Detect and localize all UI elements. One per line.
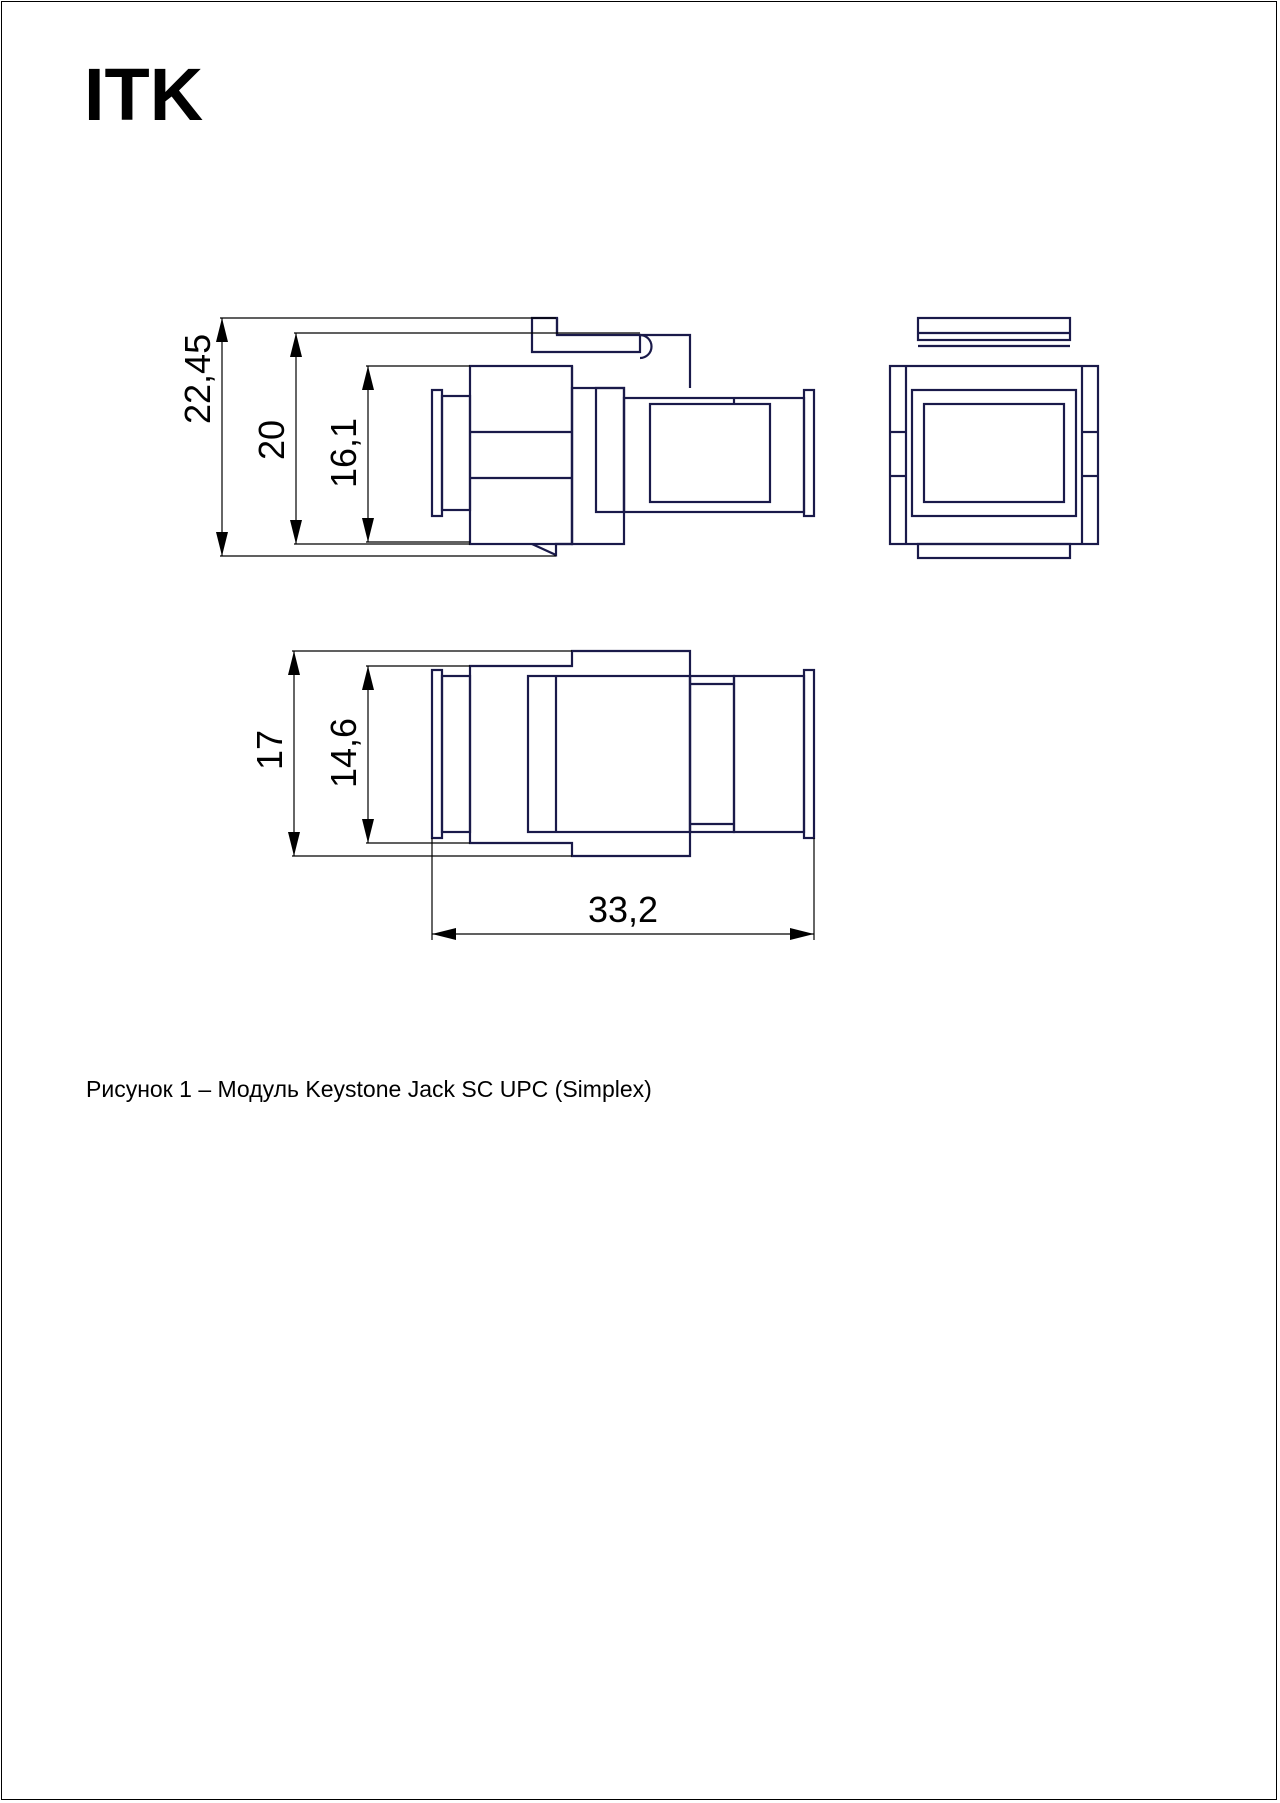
top-rear-neck [442,676,470,832]
top-inner-frame [528,676,690,832]
side-latch-hook [640,335,652,358]
top-view [249,651,814,940]
dim-arrow [362,666,374,690]
side-latch-back [640,335,690,388]
label-16-1: 16,1 [323,417,364,488]
side-body-foot [532,366,572,555]
side-sleeve-window [650,404,770,502]
label-33-2: 33,2 [588,889,659,930]
top-sleeve [734,676,804,832]
label-14-6: 14,6 [323,717,364,788]
dim-arrow [216,532,228,556]
dim-arrow [288,832,300,856]
dim-arrow [362,819,374,843]
side-rear-flange [432,390,442,516]
dim-arrow [790,928,814,940]
top-body [470,651,690,856]
dim-arrow [432,928,456,940]
front-port-window [924,404,1064,502]
side-front-flange [804,390,814,516]
label-17: 17 [249,729,290,770]
itk-logo: ITK [84,53,204,136]
side-view [177,318,814,556]
side-mid-block [572,388,624,544]
front-frame [912,390,1076,516]
figure-caption: Рисунок 1 – Модуль Keystone Jack SC UPC (Simplex) [86,1076,652,1102]
label-22-45: 22,45 [177,333,218,424]
side-mid-inner [596,388,624,512]
top-mid-section [690,676,734,832]
side-body [470,366,572,544]
label-20: 20 [251,419,292,460]
top-rear-flange [432,670,442,838]
dim-arrow [288,651,300,675]
dim-arrow [290,333,302,357]
top-front-flange [804,670,814,838]
side-latch [532,318,640,352]
front-view [890,318,1098,558]
dim-arrow [362,366,374,390]
dim-arrow [290,520,302,544]
front-top-latch [918,318,1070,340]
dim-arrow [362,518,374,542]
front-outer [890,366,1098,544]
side-rear-neck [442,396,470,510]
front-bottom-strip [918,544,1070,558]
